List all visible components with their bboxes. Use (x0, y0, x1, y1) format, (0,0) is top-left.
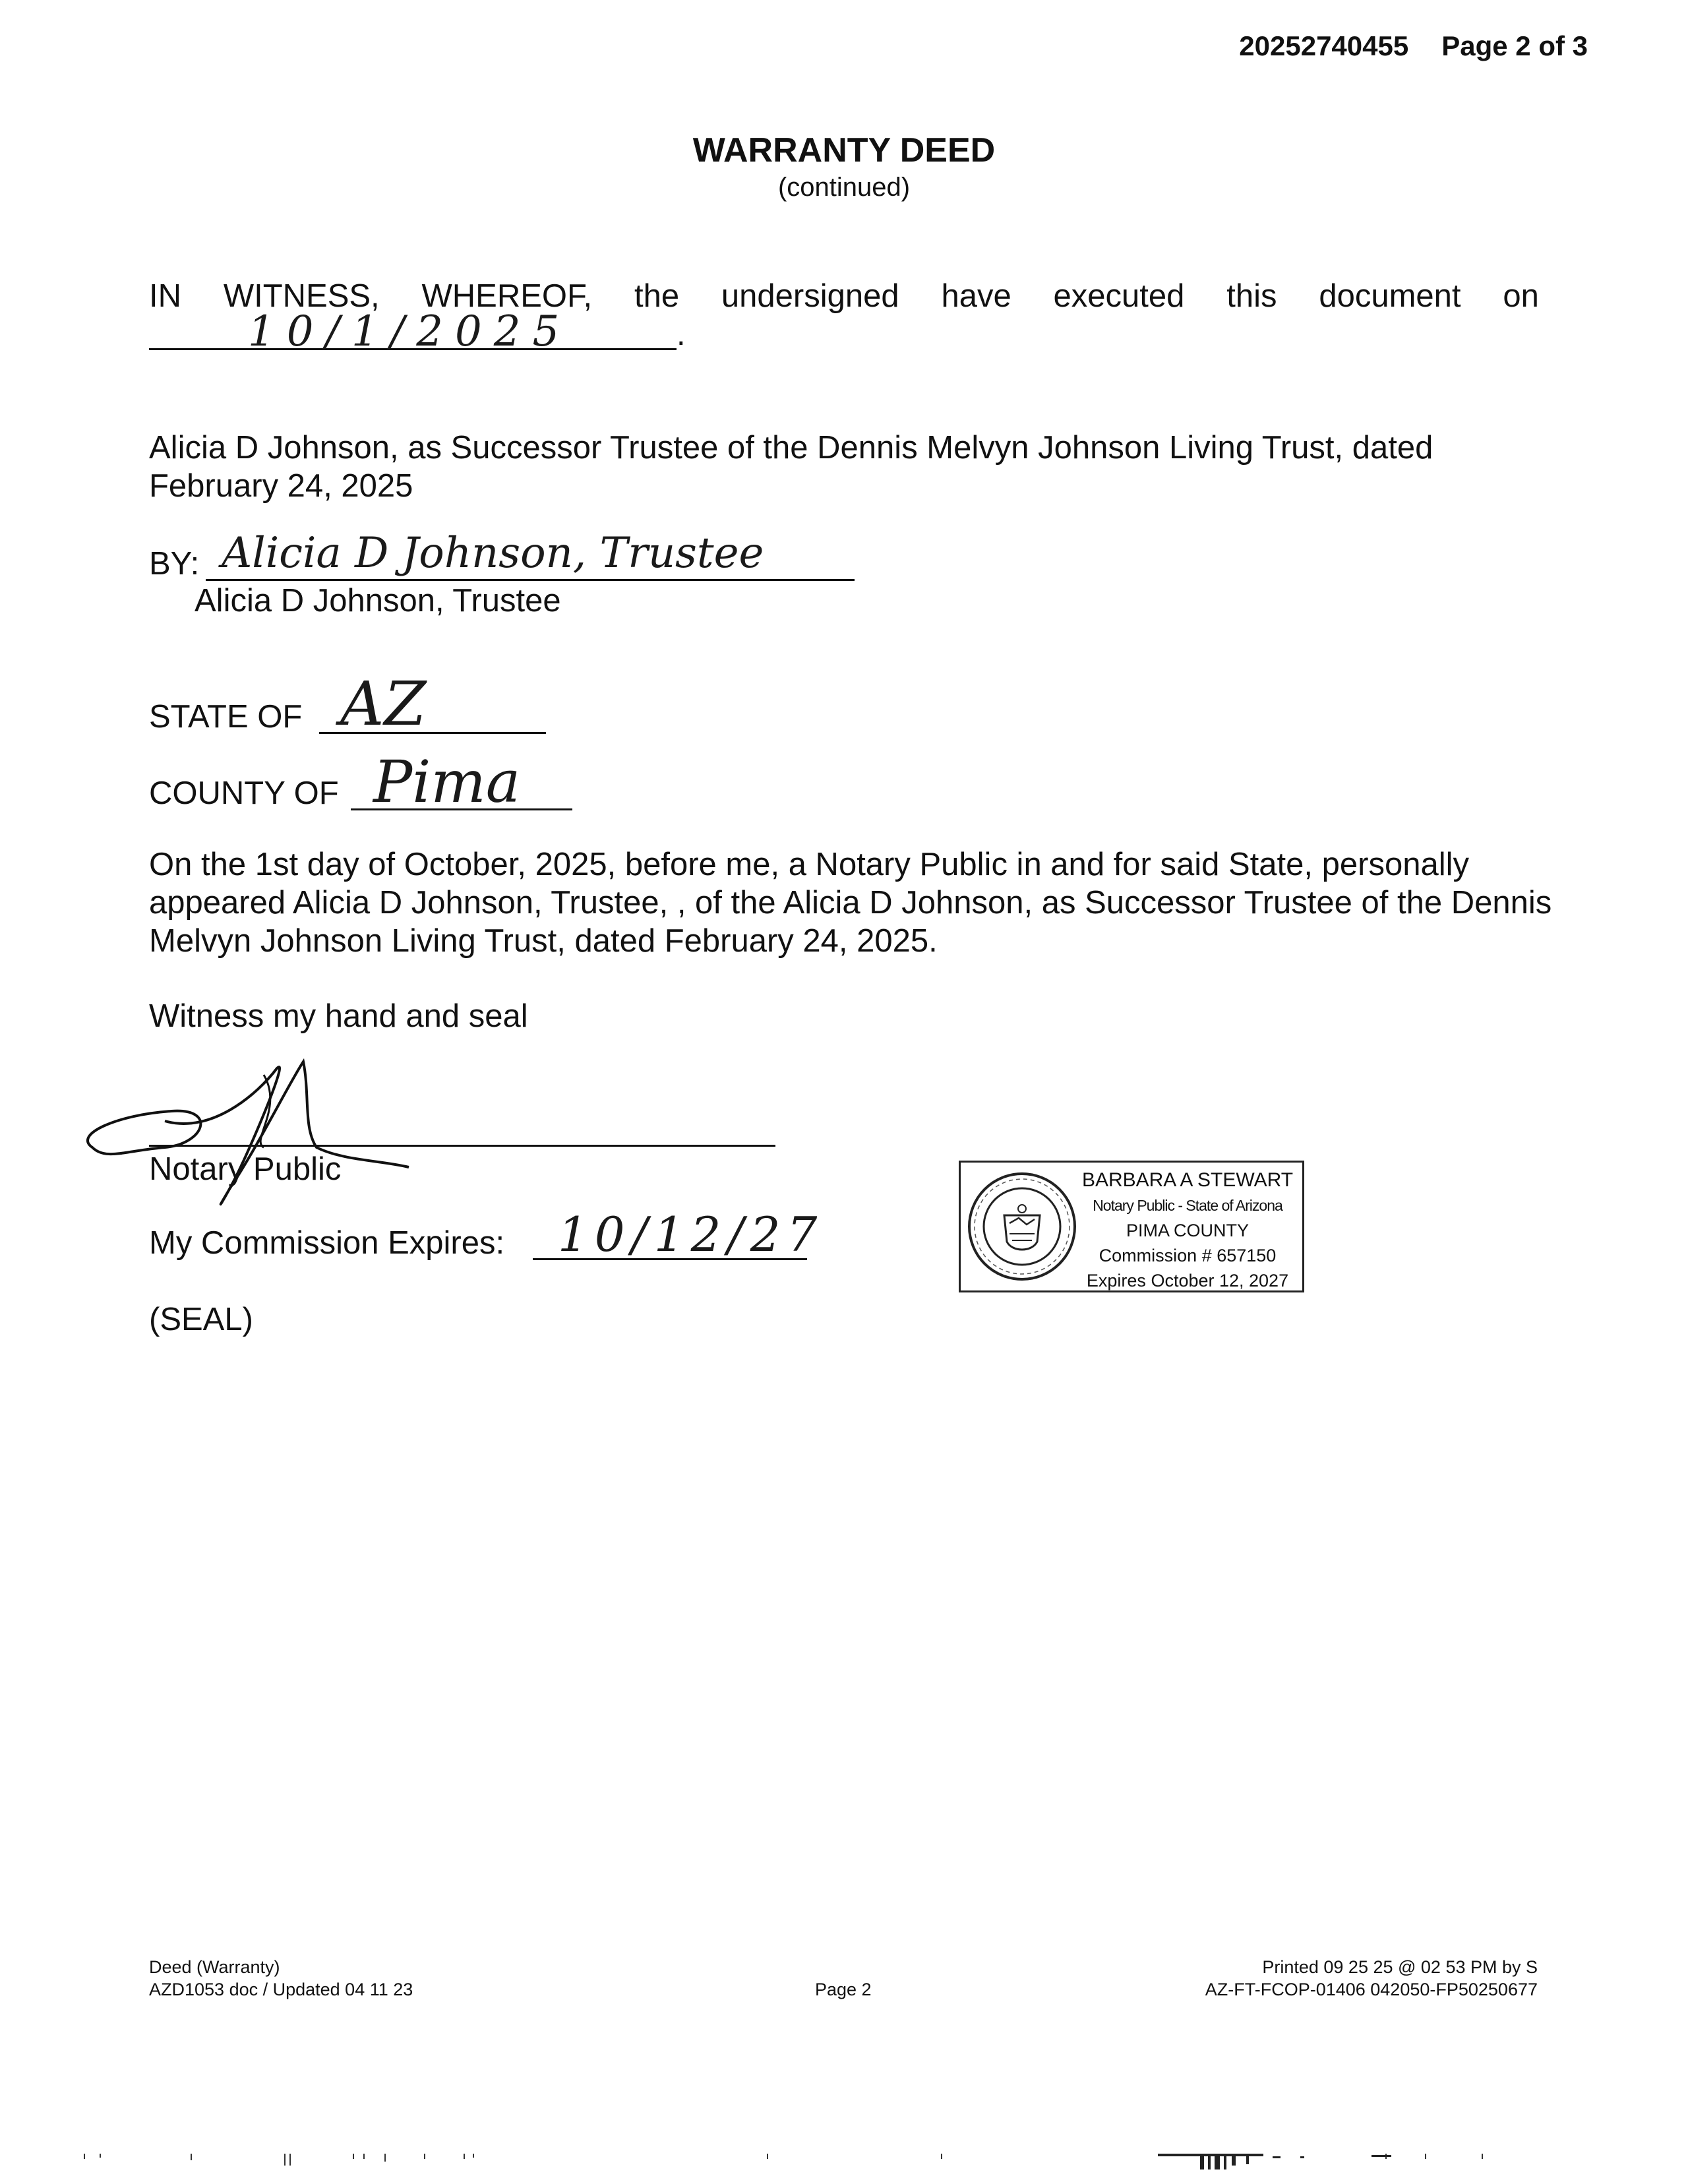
handwritten-commission-date: 10/12/27 (558, 1207, 824, 1262)
county-line (149, 748, 584, 816)
witness-hand-seal: Witness my hand and seal (149, 998, 528, 1034)
witness-word: on (1503, 278, 1539, 314)
footer-page-number: Page 2 (815, 1980, 872, 1999)
county-label: COUNTY OF (149, 775, 339, 811)
handwritten-county: Pima (373, 748, 521, 816)
state-line (149, 669, 558, 740)
notary-stamp (959, 1161, 1304, 1292)
witness-word: the (634, 278, 680, 314)
notary-signature-line (149, 1150, 782, 1196)
page-indicator: Page 2 of 3 (1441, 30, 1588, 61)
state-label: STATE OF (149, 699, 303, 735)
document-header (1239, 30, 1588, 62)
commission-expiry-line (149, 1207, 824, 1270)
footer-form-id: AZD1053 doc / Updated 04 11 23 (149, 1980, 413, 1999)
commission-label: My Commission Expires: (149, 1225, 505, 1261)
scan-artifact-marks (0, 2151, 1688, 2171)
notary-acknowledgment: On the 1st day of October, 2025, before me, a Notary Public in and for said State, personally appeared Alicia D Johnson, Trustee, , of the Alicia D Johnson, as Successor Trustee of the Dennis Melvyn Johnson Living Trust, dated February 24, 2025. (149, 847, 1552, 959)
stamp-county: PIMA COUNTY (1126, 1221, 1250, 1240)
document-title: WARRANTY DEED (692, 131, 996, 169)
stamp-notary-name: BARBARA A STEWART (1081, 1169, 1294, 1191)
by-label: BY: (149, 546, 200, 582)
stamp-expiry: Expires October 12, 2027 (1086, 1271, 1289, 1290)
trustee-signature: Alicia D Johnson, Trustee (222, 529, 764, 578)
witness-word: have (941, 278, 1011, 314)
handwritten-execution-date: 10/1/2025 (248, 307, 572, 356)
trustee-paragraph: Alicia D Johnson, as Successor Trustee of the Dennis Melvyn Johnson Living Trust, dated February 24, 2025 (149, 430, 1433, 504)
footer-left (149, 1956, 413, 2001)
witness-word: executed (1053, 278, 1185, 314)
stamp-text-block (1074, 1168, 1301, 1293)
handwritten-state: AZ (340, 669, 427, 739)
footer-printed-timestamp: Printed 09 25 25 @ 02 53 PM by S (1262, 1957, 1538, 1977)
footer-file-number: AZ-FT-FCOP-01406 042050-FP50250677 (1205, 1980, 1538, 1999)
stamp-notary-title: Notary Public - State of Arizona (1093, 1197, 1282, 1214)
date-period: . (677, 317, 686, 352)
trustee-printed-name: Alicia D Johnson, Trustee (195, 583, 561, 619)
document-subtitle: (continued) (777, 173, 911, 202)
notary-signature (66, 1055, 422, 1227)
stamp-commission-number: Commission # 657150 (1099, 1246, 1277, 1265)
witness-word: undersigned (721, 278, 899, 314)
witness-word: WITNESS, (223, 278, 380, 314)
witness-word: this (1226, 278, 1277, 314)
signature-line (149, 529, 861, 587)
document-number: 20252740455 (1239, 30, 1409, 61)
seal-label: (SEAL) (149, 1302, 253, 1337)
state-seal-icon (966, 1169, 1078, 1284)
footer-form-name: Deed (Warranty) (149, 1957, 280, 1977)
execution-date-line (149, 307, 686, 356)
witness-word: document (1319, 278, 1461, 314)
notary-public-label: Notary Public (149, 1151, 342, 1187)
footer-right (1205, 1956, 1538, 2001)
witness-word: IN (149, 278, 181, 314)
witness-word: WHEREOF, (421, 278, 593, 314)
